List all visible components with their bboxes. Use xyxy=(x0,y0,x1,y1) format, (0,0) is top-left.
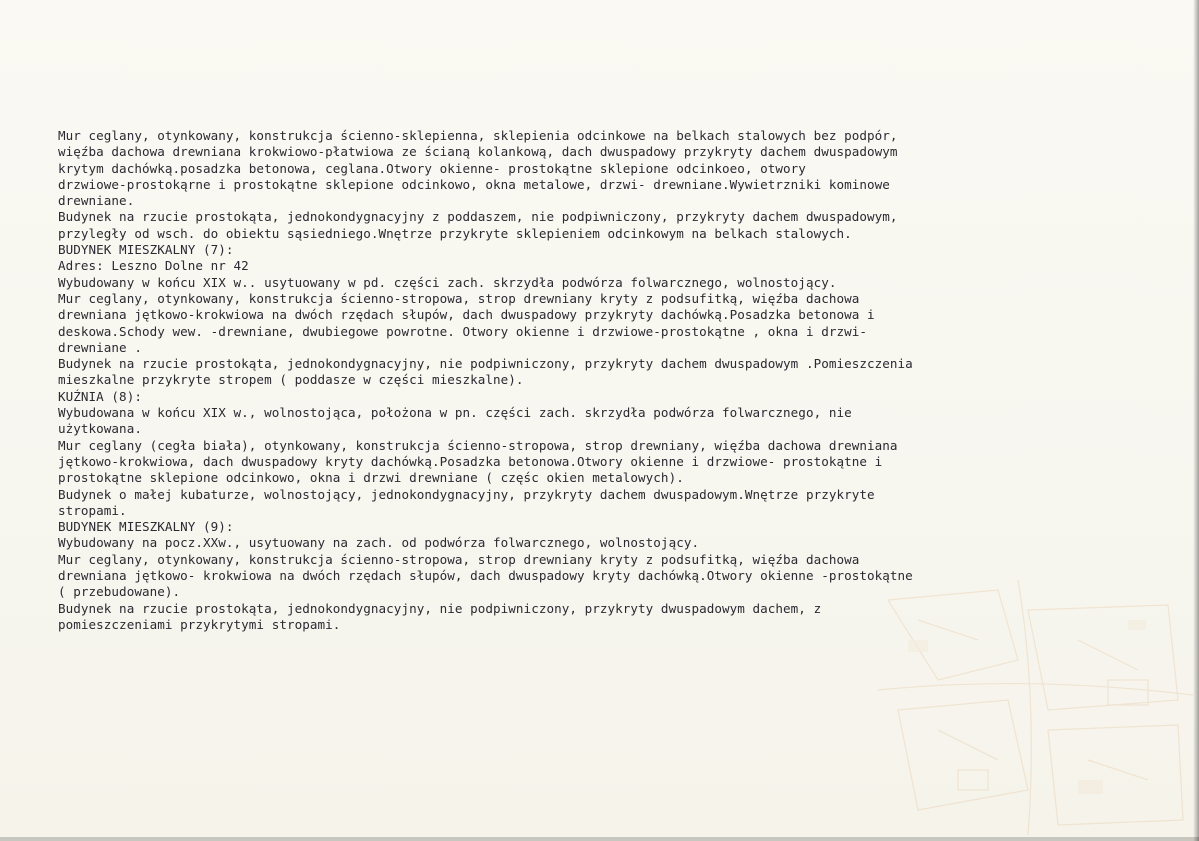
text-line: drewniana jętkowo-krokwiowa na dwóch rzędach słupów, dach dwuspadowy przykryty dachówką.Posadzka betonowa i xyxy=(58,307,875,323)
text-line: Wybudowany na pocz.XXw., usytuowany na zach. od podwórza folwarcznego, wolnostojący. xyxy=(58,535,700,551)
text-line: mieszkalne przykryte stropem ( poddasze w części mieszkalne). xyxy=(58,372,524,388)
text-line: użytkowana. xyxy=(58,421,142,437)
text-line: drewniane. xyxy=(58,193,135,209)
text-line: jętkowo-krokwiowa, dach dwuspadowy kryty dachówką.Posadzka betonowa.Otwory okienne i drzwiowe- prostokątne i xyxy=(58,453,883,469)
text-line: BUDYNEK MIESZKALNY (9): xyxy=(58,519,234,535)
text-line: Budynek na rzucie prostokąta, jednokondygnacyjny, nie podpiwniczony, przykryty dwuspadowym dachem, z xyxy=(58,600,822,616)
text-line: drewniane . xyxy=(58,339,142,355)
text-line: pomieszczeniami przykrytymi stropami. xyxy=(58,616,341,632)
text-line: prostokątne sklepione odcinkowo, okna i drzwi drewniane ( częśc okien metalowych). xyxy=(58,470,684,486)
text-line: drewniana jętkowo- krokwiowa na dwóch rzędach słupów, dach dwuspadowy kryty dachówką.Otwory okienne -prostokątne xyxy=(58,568,913,584)
text-line: ( przebudowane). xyxy=(58,584,181,600)
text-line: Adres: Leszno Dolne nr 42 xyxy=(58,258,249,274)
text-line: Mur ceglany, otynkowany, konstrukcja ścienno-sklepienna, sklepienia odcinkowe na belkach stalowych bez podpór, xyxy=(58,128,898,143)
text-line: deskowa.Schody wew. -drewniane, dwubiegowe powrotne. Otwory okienne i drzwiowe-prostokątne , okna i drzwi- xyxy=(58,323,867,339)
text-line: KUŹNIA (8): xyxy=(58,388,142,404)
page-edge-shadow xyxy=(1193,0,1199,841)
page-bottom-edge xyxy=(0,837,1199,841)
text-line: więźba dachowa drewniana krokwiowo-płatwiowa ze ścianą kolankową, dach dwuspadowy przykryty dachem dwuspadowym xyxy=(58,144,898,160)
text-line: Budynek na rzucie prostokąta, jednokondygnacyjny z poddaszem, nie podpiwniczony, przykryty dachem dwuspadowym, xyxy=(58,209,898,225)
text-line: stropami. xyxy=(58,502,127,518)
document-body xyxy=(58,128,1173,633)
text-line: krytym dachówką.posadzka betonowa, ceglana.Otwory okienne- prostokątne sklepione odcinkoeo, otwory xyxy=(58,160,806,176)
text-line: drzwiowe-prostokąrne i prostokątne sklepione odcinkowo, okna metalowe, drzwi- drewniane.Wywietrzniki kominowe xyxy=(58,176,890,192)
text-line: Wybudowana w końcu XIX w., wolnostojąca, położona w pn. części zach. skrzydła podwórza folwarcznego, nie xyxy=(58,405,852,421)
text-line: Budynek na rzucie prostokąta, jednokondygnacyjny, nie podpiwniczony, przykryty dachem dwuspadowym .Pomieszczenia xyxy=(58,356,913,372)
text-line: przyległy od wsch. do obiektu sąsiedniego.Wnętrze przykryte sklepieniem odcinkowym na belkach stalowych. xyxy=(58,225,852,241)
text-line: Mur ceglany (cegła biała), otynkowany, konstrukcja ścienno-stropowa, strop drewniany, więźba dachowa drewniana xyxy=(58,437,898,453)
text-line: Mur ceglany, otynkowany, konstrukcja ścienno-stropowa, strop drewniany kryty z podsufitką, więźba dachowa xyxy=(58,290,860,306)
text-line: BUDYNEK MIESZKALNY (7): xyxy=(58,242,234,258)
text-line: Wybudowany w końcu XIX w.. usytuowany w pd. części zach. skrzydła podwórza folwarcznego, wolnostojący. xyxy=(58,274,837,290)
text-line: Mur ceglany, otynkowany, konstrukcja ścienno-stropowa, strop drewniany kryty z podsufitką, więźba dachowa xyxy=(58,551,860,567)
text-line: Budynek o małej kubaturze, wolnostojący, jednokondygnacyjny, przykryty dachem dwuspadowym.Wnętrze przykryte xyxy=(58,486,875,502)
